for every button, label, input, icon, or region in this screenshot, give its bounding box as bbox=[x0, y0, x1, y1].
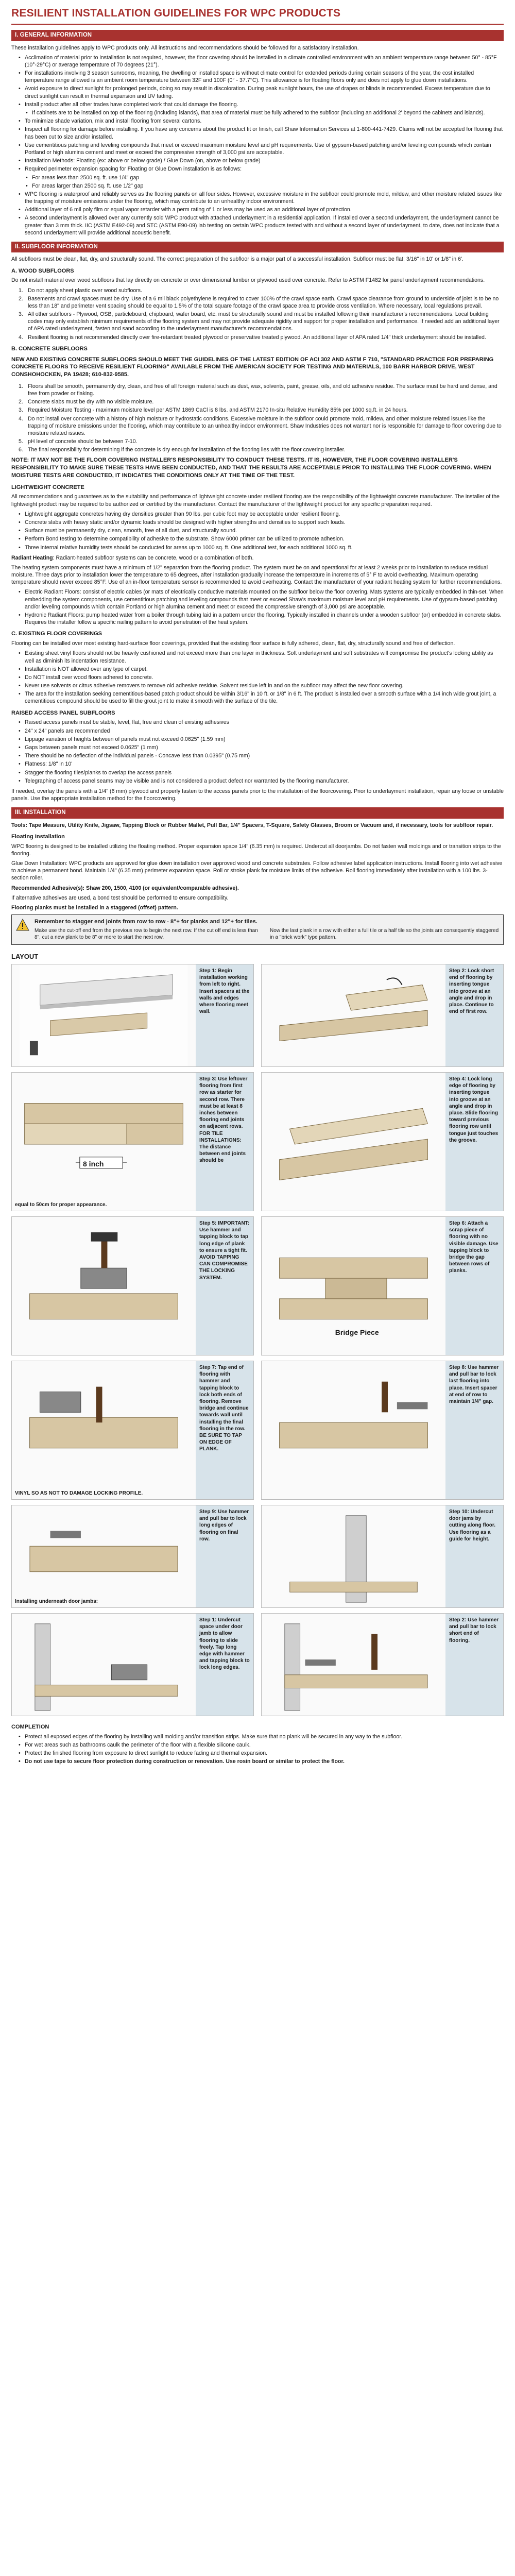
access-list bbox=[19, 719, 504, 785]
adhesive-note: If alternative adhesives are used, a bond test should be performed to ensure compatibility. bbox=[11, 894, 229, 901]
radiant-heating-text: Radiant-heated subfloor systems can be concrete, wood or a combination of both. bbox=[56, 554, 254, 561]
completion-heading: COMPLETION bbox=[11, 1724, 49, 1731]
layout-heading: LAYOUT bbox=[11, 952, 39, 960]
list-item: • Inspect all flooring for damage before installing. If you have any concerns about the product fit or finish, call Shaw Information Services at 1-800-441-7429. Claims will not be accepted for flooring that has been cut to size and/or installed. bbox=[19, 126, 504, 140]
list-item: • There should be no deflection of the individual panels - Concave less than 0.0395" (0.75 mm) bbox=[19, 752, 504, 759]
tapping-illustration bbox=[12, 1217, 196, 1355]
wood-subfloors-heading: A. WOOD SUBFLOORS bbox=[11, 267, 74, 274]
floating-installation-heading: Floating Installation bbox=[11, 833, 65, 840]
list-item: • Raised access panels must be stable, level, flat, free and clean of existing adhesives bbox=[19, 719, 504, 726]
door-jamb-illustration bbox=[12, 1614, 196, 1716]
layout-step-5 bbox=[11, 1216, 254, 1355]
list-item: Floors shall be smooth, permanently dry, clean, and free of all foreign material such as dust, wax, solvents, paint, grease, oils, and old adhesive residue. The surface must be hard and dense, and free from powder or flaking. bbox=[28, 383, 497, 397]
concrete-notice: NEW AND EXISTING CONCRETE SUBFLOORS SHOULD MEET THE GUIDELINES OF THE LATEST EDITION OF ACI 302 AND ASTM F 710, "STANDARD PRACTICE FOR PREPARING CONCRETE FLOORS TO RECEIVE RESILIENT FLOORING" AVAILABLE FROM THE AMERICAN SOCIETY FOR TESTING AND MATERIALS, 100 BARR HARBOR DRIVE, WEST CONSHOHOCKEN, PA 19428; 610-832-9585. bbox=[11, 356, 494, 378]
step-illustration bbox=[262, 1614, 445, 1716]
step-illustration bbox=[262, 1361, 445, 1499]
stagger-reminder-right: Now the last plank in a row with either a full tile or a half tile so the joints are consequently staggered in a "brick work" type pattern. bbox=[270, 927, 499, 941]
list-item: • Installation Methods: Floating (ex: above or below grade) / Glue Down (on, above or below grade) bbox=[19, 157, 504, 164]
existing-intro: Flooring can be installed over most existing hard-surface floor coverings, provided that the existing floor surface is fully adhered, clean, flat, dry, structurally sound and free of deflection. bbox=[11, 640, 455, 647]
list-item: • Gaps between panels must not exceed 0.0625" (1 mm) bbox=[19, 744, 504, 751]
list-item: • A second underlayment is allowed over any currently sold WPC product with attached underlayment in a residential application. If installed over a second underlayment, the underlayment cannot be greater than 3 mm thick. IIC (ASTM E492-09) and STC (ASTM E90-09) lab testing on certain WPC products tested with and without a second layer of underlayment, to date, does not indicate that a second underlayment will provide additional acoustic benefit. bbox=[19, 214, 504, 236]
layout-step-11 bbox=[11, 1613, 254, 1716]
list-item: • Avoid exposure to direct sunlight for prolonged periods, doing so may result in discoloration. During peak sunlight hours, the use of drapes or blinds is recommended. Excess temperature due to direct sunlight can result in thermal expansion and UV fading. bbox=[19, 85, 504, 99]
step-illustration bbox=[12, 964, 196, 1066]
list-item: • For wet areas such as bathrooms caulk the perimeter of the floor with a flexible silicone caulk. bbox=[19, 1741, 504, 1749]
step-illustration bbox=[12, 1361, 196, 1499]
floating-text: WPC flooring is designed to be installed utilizing the floating method. Proper expansion space 1/4" (6.35 mm) is required. Undercut all doorjambs. Do not fasten wall moldings and or transition strips to the flooring. bbox=[11, 843, 501, 857]
warning-icon bbox=[16, 918, 29, 931]
radiant-heating-heading: Radiant Heating bbox=[11, 554, 53, 561]
list-item: Do not install over concrete with a history of high moisture or hydrostatic conditions. Excessive moisture in the subfloor could promote mold, mildew, and other moisture related issues like the trapping of moisture emissions under the flooring, which may contribute to an unhealthy indoor environment. Shaw Industries does not warrant nor is responsible for damage to floor covering due to moisture related issues. bbox=[28, 415, 502, 436]
lightweight-concrete-heading: LIGHTWEIGHT CONCRETE bbox=[11, 484, 84, 490]
step-text: Step 10: Undercut door jams by cutting along floor. Use flooring as a guide for height. bbox=[445, 1505, 503, 1607]
wood-intro: Do not install material over wood subfloors that lay directly on concrete or over dimensional lumber or plywood used over concrete. Refer to ASTM F1482 for panel underlayment recommendations. bbox=[11, 277, 485, 284]
list-item: • Flatness: 1/8" in 10' bbox=[19, 760, 504, 768]
list-item: • Protect all exposed edges of the flooring by installing wall molding and/or transition strips. Make sure that no plank will be secured in any way to the subfloor. bbox=[19, 1733, 504, 1740]
list-item: • WPC flooring is waterproof and reliably serves as the flooring panels on all four sides. However, excessive moisture in the subfloor could promote mold, mildew, and other moisture related issues like the trapping of moisture emissions under the flooring, which may contribute to an unhealthy indoor environment. bbox=[19, 191, 504, 205]
stagger-reminder-box bbox=[11, 914, 504, 945]
concrete-list bbox=[19, 383, 504, 454]
stagger-reminder-columns bbox=[35, 927, 499, 941]
layout-step-6 bbox=[261, 1216, 504, 1355]
stagger-reminder-title: Remember to stagger end joints from row to row - 8"+ for planks and 12"+ for tiles. bbox=[35, 919, 258, 925]
pattern-text: Flooring planks must be installed in a staggered (offset) pattern. bbox=[11, 904, 178, 911]
step-caption: Installing underneath door jambs: bbox=[15, 1598, 98, 1604]
completion-list bbox=[19, 1733, 504, 1766]
step-illustration bbox=[12, 1073, 196, 1211]
list-item: • Protect the finished flooring from exposure to direct sunlight to reduce fading and thermal expansion. bbox=[19, 1750, 504, 1757]
pull-bar-illustration bbox=[262, 1361, 445, 1499]
adhesive-text: Recommended Adhesive(s): Shaw 200, 1500, 4100 (or equivalent/comparable adhesive). bbox=[11, 885, 239, 891]
stagger-reminder-left: Make use the cut-off end from the previous row to begin the next row. If the cut off end is less than 8", cut a new plank to be 8" or more to start the next row. bbox=[35, 927, 258, 941]
list-item: • If cabinets are to be installed on top of the flooring (including islands), that area of material must be fully adhered to the subfloor (including an additional 2' beyond the cabinets and islands). bbox=[26, 109, 504, 116]
concrete-warning: NOTE: IT MAY NOT BE THE FLOOR COVERING INSTALLER'S RESPONSIBILITY TO CONDUCT THESE TESTS. IT IS, HOWEVER, THE FLOOR COVERING INSTALLER'S RESPONSIBILITY TO MAKE SURE THESE TESTS HAVE BEEN CONDUCTED, AND THAT THE RESULTS ARE ACCEPTABLE PRIOR TO INSTALLING THE FLOOR COVERING. WHEN MOISTURE TESTS ARE CONDUCTED, IT INDICATES THE CONDITIONS ONLY AT THE TIME OF THE TEST. bbox=[11, 457, 491, 479]
step-text: Step 6: Attach a scrap piece of flooring with no visible damage. Use tapping block to bridge the gap between rows of planks. bbox=[445, 1217, 503, 1355]
step-text: Step 7: Tap end of flooring with hammer and tapping block to lock both ends of flooring. Remove bridge and continue towards wall until installing the final flooring in the row. BE SURE TO TAP ON EDGE OF PLANK. bbox=[196, 1361, 253, 1499]
list-item: • Three internal relative humidity tests should be conducted for areas up to 1000 sq. ft. One additional test, for each additional 1000 sq. ft. bbox=[19, 544, 504, 551]
list-item: • Perform Bond testing to determine compatibility of adhesive to the substrate. Show 6000 primer can be utilized to promote adhesion. bbox=[19, 535, 504, 543]
layout-step-12 bbox=[261, 1613, 504, 1716]
list-item: • Electric Radiant Floors: consist of electric cables (or mats of electrically conductive materials mounted on the subfloor below the floor covering. Mats systems are typically embedded in thin-set. When embedding the system components, use cementitious patching and leveling compounds that meet or exceed Shaw's maximum moisture level and pH requirements. Use of gypsum-based patching and/or leveling compounds which contain Portland or high alumina cement and meet or exceed the compressive strength of 3,000 psi are acceptable. bbox=[19, 588, 504, 611]
step-text: Step 8: Use hammer and pull bar to lock last flooring into place. Insert spacer at end of row to maintain 1/4" gap. bbox=[445, 1361, 503, 1499]
bridge-piece-label: Bridge Piece bbox=[335, 1328, 379, 1337]
step-illustration bbox=[12, 1505, 196, 1607]
pull-bar-illustration bbox=[262, 1614, 445, 1716]
list-item: • Telegraphing of access panel seams may be visible and is not considered a product defect nor warranted by the flooring manufacturer. bbox=[19, 777, 504, 785]
raised-access-heading: RAISED ACCESS PANEL SUBFLOORS bbox=[11, 709, 115, 716]
list-item: • Additional layer of 6 mil poly film or equal vapor retarder with a perm rating of 1 or less may be used as an additional layer of protection. bbox=[19, 206, 504, 213]
list-item: Resilient flooring is not recommended directly over fire-retardant treated plywood or preservative treated plywood. An additional layer of APA rated 1/4" thick underlayment should be installed. bbox=[28, 334, 486, 341]
tools-line: Tools: Tape Measure, Utility Knife, Jigsaw, Tapping Block or Rubber Mallet, Pull Bar, 1/4" Spacers, T-Square, Safety Glasses, Broom or Vacuum and, if necessary, tools for subfloor repair. bbox=[11, 822, 493, 828]
plank-illustration bbox=[262, 1073, 445, 1211]
plank-illustration bbox=[262, 964, 445, 1066]
section-subfloor-heading: II. SUBFLOOR INFORMATION bbox=[11, 242, 504, 252]
list-item: • For areas larger than 2500 sq. ft. use 1/2" gap bbox=[26, 182, 504, 190]
glue-down-text: Glue Down Installation: WPC products are approved for glue down installation over approved wood and concrete substrates. Follow adhesive label application instructions. Install flooring into wet adhesive to achieve a permanent bond. Maintain 1/4" (6.35 mm) perimeter expansion space. Roll or stroke plank for moisture limits of the adhesive. Roll flooring immediately after installation with a 100 lbs. 3-section roller. bbox=[11, 860, 503, 882]
step-text: Step 2: Lock short end of flooring by inserting tongue into groove at an angle and drop in place. Continue to end of first row. bbox=[445, 964, 503, 1066]
step-illustration bbox=[262, 1505, 445, 1607]
stagger-illustration bbox=[12, 1073, 196, 1211]
existing-floor-coverings-heading: C. EXISTING FLOOR COVERINGS bbox=[11, 631, 102, 637]
list-item: The final responsibility for determining if the concrete is dry enough for installation of the flooring lies with the floor covering installer. bbox=[28, 447, 346, 453]
document-title: RESILIENT INSTALLATION GUIDELINES FOR WPC PRODUCTS bbox=[11, 7, 341, 19]
step-caption: equal to 50cm for proper appearance. bbox=[15, 1201, 107, 1208]
section-installation-heading: III. INSTALLATION bbox=[11, 807, 504, 818]
list-item: • Lippage variation of heights between of panels must not exceed 0.0625" (1.59 mm) bbox=[19, 736, 504, 743]
list-item: • Do not use tape to secure floor protection during construction or renovation. Use rosin board or similar to protect the floor. bbox=[19, 1758, 504, 1765]
step-illustration bbox=[262, 1073, 445, 1211]
list-item: • Lightweight aggregate concretes having dry densities greater than 90 lbs. per cubic foot may be acceptable under resilient flooring. bbox=[19, 511, 504, 518]
tapping-illustration bbox=[12, 1361, 196, 1499]
layout-step-1 bbox=[11, 964, 254, 1067]
layout-step-7 bbox=[11, 1361, 254, 1500]
step-text: Step 1: Begin installation working from left to right. Insert spacers at the walls and edges where flooring meet wall. bbox=[196, 964, 253, 1066]
stagger-reminder-content bbox=[35, 918, 499, 941]
measurement-label: 8 inch bbox=[83, 1160, 104, 1168]
list-item: • Concrete slabs with heavy static and/or dynamic loads should be designed with higher strengths and densities to support such loads. bbox=[19, 519, 504, 526]
step-text: Step 9: Use hammer and pull bar to lock long edges of flooring on final row. bbox=[196, 1505, 253, 1607]
list-item: • Existing sheet vinyl floors should not be heavily cushioned and not exceed more than one layer in thickness. Soft underlayment and soft substrates will compromise the product's locking ability as well as diminish its indentation resistance. bbox=[19, 650, 504, 664]
lightweight-list bbox=[19, 511, 504, 551]
list-item: • The area for the installation seeking cementitious-based patch product should be within 3/16" in 10 ft. or 1/8" in 6 ft. The product is installed over a smooth surface with a 1/4 inch wide grout joint, a cementitious compound should be used to fill the grout joint to make it smooth with the surface of the tile. bbox=[19, 690, 504, 705]
step-text: Step 1: Undercut space under door jamb to allow flooring to slide freely. Tap long edge with hammer and tapping block to lock long edges. bbox=[196, 1614, 253, 1716]
layout-step-3 bbox=[11, 1072, 254, 1211]
section-general-heading: I. GENERAL INFORMATION bbox=[11, 30, 504, 41]
existing-list bbox=[19, 650, 504, 705]
step-text: Step 4: Lock long edge of flooring by inserting tongue into groove at an angle and drop in place. Slide flooring toward previous flooring row until tongue just touches the groove. bbox=[445, 1073, 503, 1211]
pull-bar-illustration bbox=[12, 1505, 196, 1607]
step-illustration bbox=[12, 1614, 196, 1716]
wood-list bbox=[19, 287, 504, 341]
lightweight-intro: All recommendations and guarantees as to the suitability and performance of lightweight concrete under resilient flooring are the responsibility of the lightweight concrete manufacturer. The installer of the lightweight product may be required to be authorized or certified by the manufacturer. Contact the manufacturer of the lightweight product for any specific preparation required. bbox=[11, 494, 500, 507]
layout-step-4 bbox=[261, 1072, 504, 1211]
layout-step-2 bbox=[261, 964, 504, 1067]
list-item: • Do NOT install over wood floors adhered to concrete. bbox=[19, 674, 504, 681]
radiant-heating-line: Radiant Heating: Radiant-heated subfloor systems can be concrete, wood or a combination of both. bbox=[11, 554, 254, 561]
radiant-list bbox=[19, 588, 504, 626]
concrete-subfloors-heading: B. CONCRETE SUBFLOORS bbox=[11, 345, 88, 352]
layout-steps bbox=[11, 964, 504, 1716]
list-item: • 24" x 24" panels are recommended bbox=[19, 727, 504, 735]
list-item: • Install product after all other trades have completed work that could damage the flooring. bbox=[19, 101, 504, 108]
list-item: Concrete slabs must be dry with no visible moisture. bbox=[28, 399, 154, 405]
list-item: • Stagger the flooring tiles/planks to overlap the access panels bbox=[19, 769, 504, 776]
step-illustration bbox=[262, 1217, 445, 1355]
general-intro: These installation guidelines apply to WPC products only. All instructions and recommendations should be followed for a satisfactory installation. bbox=[11, 44, 359, 51]
list-item: Basements and crawl spaces must be dry. Use of a 6 mil black polyethylene is required to cover 100% of the crawl space earth. Crawl space clearance from ground to underside of joist is to be no less than 18" and perimeter vent spacing should be equal to 1.5% of the total square footage of the crawl space area to provide cross ventilation. Where necessary, local regulations prevail. bbox=[28, 295, 499, 309]
completion-section bbox=[11, 1723, 504, 1765]
layout-step-8 bbox=[261, 1361, 504, 1500]
list-item: pH level of concrete should be between 7-10. bbox=[28, 438, 138, 445]
list-item: • Never use solvents or citrus adhesive removers to remove old adhesive residue. Solvent residue left in and on the subfloor may affect the new floor covering. bbox=[19, 682, 504, 689]
step-text: Step 3: Use leftover flooring from first row as starter for second row. There must be at least 8 inches between flooring end joints on adjacent rows. FOR TILE INSTALLATIONS: The distance between end joints should be bbox=[196, 1073, 253, 1211]
list-item: • Hydronic Radiant Floors: pump heated water from a boiler through tubing laid in a pattern under the flooring. Typically installed in channels under a wooden subfloor (or) embedded in concrete slabs. Requires the installer follow a specific nailing pattern to avoid penetration of the heat system. bbox=[19, 612, 504, 626]
layout-step-10 bbox=[261, 1505, 504, 1608]
list-item: Do not apply sheet plastic over wood subfloors. bbox=[28, 287, 143, 294]
radiant-heating-text-2: The heating system components must have a minimum of 1/2" separation from the flooring product. The system must be on and operational for at least 2 weeks prior to installation to reduce residual moisture. Three days prior to installation lower the temperature to 65 degrees, after installation gradually increase the temperature in increments of 5° F to avoid overheating. Maximum operating temperature should never exceed 85°F. Use of an in-floor temperature sensor is recommended to avoid overheating. Contact the manufacturer of your radiant heating system for further recommendations. bbox=[11, 564, 502, 586]
step-text: Step 2: Use hammer and pull bar to lock short end of flooring. bbox=[445, 1614, 503, 1716]
step-caption: VINYL SO AS NOT TO DAMAGE LOCKING PROFILE. bbox=[15, 1490, 143, 1496]
list-item: • Installation is NOT allowed over any type of carpet. bbox=[19, 666, 504, 673]
plank-illustration bbox=[12, 964, 196, 1066]
list-item: • Use cementitious patching and leveling compounds that meet or exceed maximum moisture level and pH requirements. Use of gypsum-based patching and/or leveling compounds which contain Portland or high alumina cement and meet or exceed the compressive strength of 3,000 psi are acceptable. bbox=[19, 142, 504, 156]
subfloor-intro: All subfloors must be clean, flat, dry, and structurally sound. The correct preparation of the subfloor is a major part of a successful installation. Subfloor must be flat: 3/16" in 10' or 1/8" in 6'. bbox=[11, 256, 464, 263]
list-item: • Required perimeter expansion spacing for Floating or Glue Down installation is as follows: bbox=[19, 165, 504, 173]
list-item: All other subfloors - Plywood, OSB, particleboard, chipboard, wafer board, etc. must be structurally sound and must be installed following their manufacturer's recommendations. Local building codes may only establish minimum requirements of the flooring system and may not provide adequate rigidity and support for proper installation and performance. If needed add an additional layer of APA rated underlayment, fasten and sand according to the underlayment manufacturer's recommendations. bbox=[28, 311, 500, 332]
door-jamb-illustration bbox=[262, 1505, 445, 1607]
access-note: If needed, overlay the panels with a 1/4" (6 mm) plywood and properly fasten to the access panels prior to the installation of the floorcovering. Prior to underlayment installation, repair any loose or unstable panels. Use the appropriate installation method for the floorcovering. bbox=[11, 788, 504, 802]
list-item: • Surface must be permanently dry, clean, smooth, free of all dust, and structurally sound. bbox=[19, 527, 504, 534]
list-item: • To minimize shade variation, mix and install flooring from several cartons. bbox=[19, 117, 504, 125]
step-illustration bbox=[262, 964, 445, 1066]
list-item: • For installations involving 3 season sunrooms, meaning, the dwelling or installed space is without climate control for extended periods during certain seasons of the year, the cost installed temperature range allowed is an ambient room temperature between 32F and 100F (0° - 37.7°C). This allowance is for floating floors only and does not apply to glue down installations. bbox=[19, 70, 504, 84]
general-list bbox=[19, 54, 504, 236]
layout-step-9 bbox=[11, 1505, 254, 1608]
step-text: Step 5: IMPORTANT: Use hammer and tapping block to tap long edge of plank to ensure a tight fit. AVOID TAPPING CAN COMPROMISE THE LOCKING SYSTEM. bbox=[196, 1217, 253, 1355]
list-item: • Acclimation of material prior to installation is not required, however, the floor covering should be installed in a climate controlled environment with an ambient temperature range between 50° - 85°F (10°-29°C) or average temperature of 70 degrees (21°). bbox=[19, 54, 504, 69]
list-item: • For areas less than 2500 sq. ft. use 1/4" gap bbox=[26, 174, 504, 181]
title-rule bbox=[11, 24, 504, 25]
list-item: Required Moisture Testing - maximum moisture level per ASTM 1869 CaCl is 8 lbs. and ASTM 2170 In-situ Relative Humidity 85% per 1000 sq.ft. in 24 hours. bbox=[28, 407, 408, 414]
step-illustration bbox=[12, 1217, 196, 1355]
